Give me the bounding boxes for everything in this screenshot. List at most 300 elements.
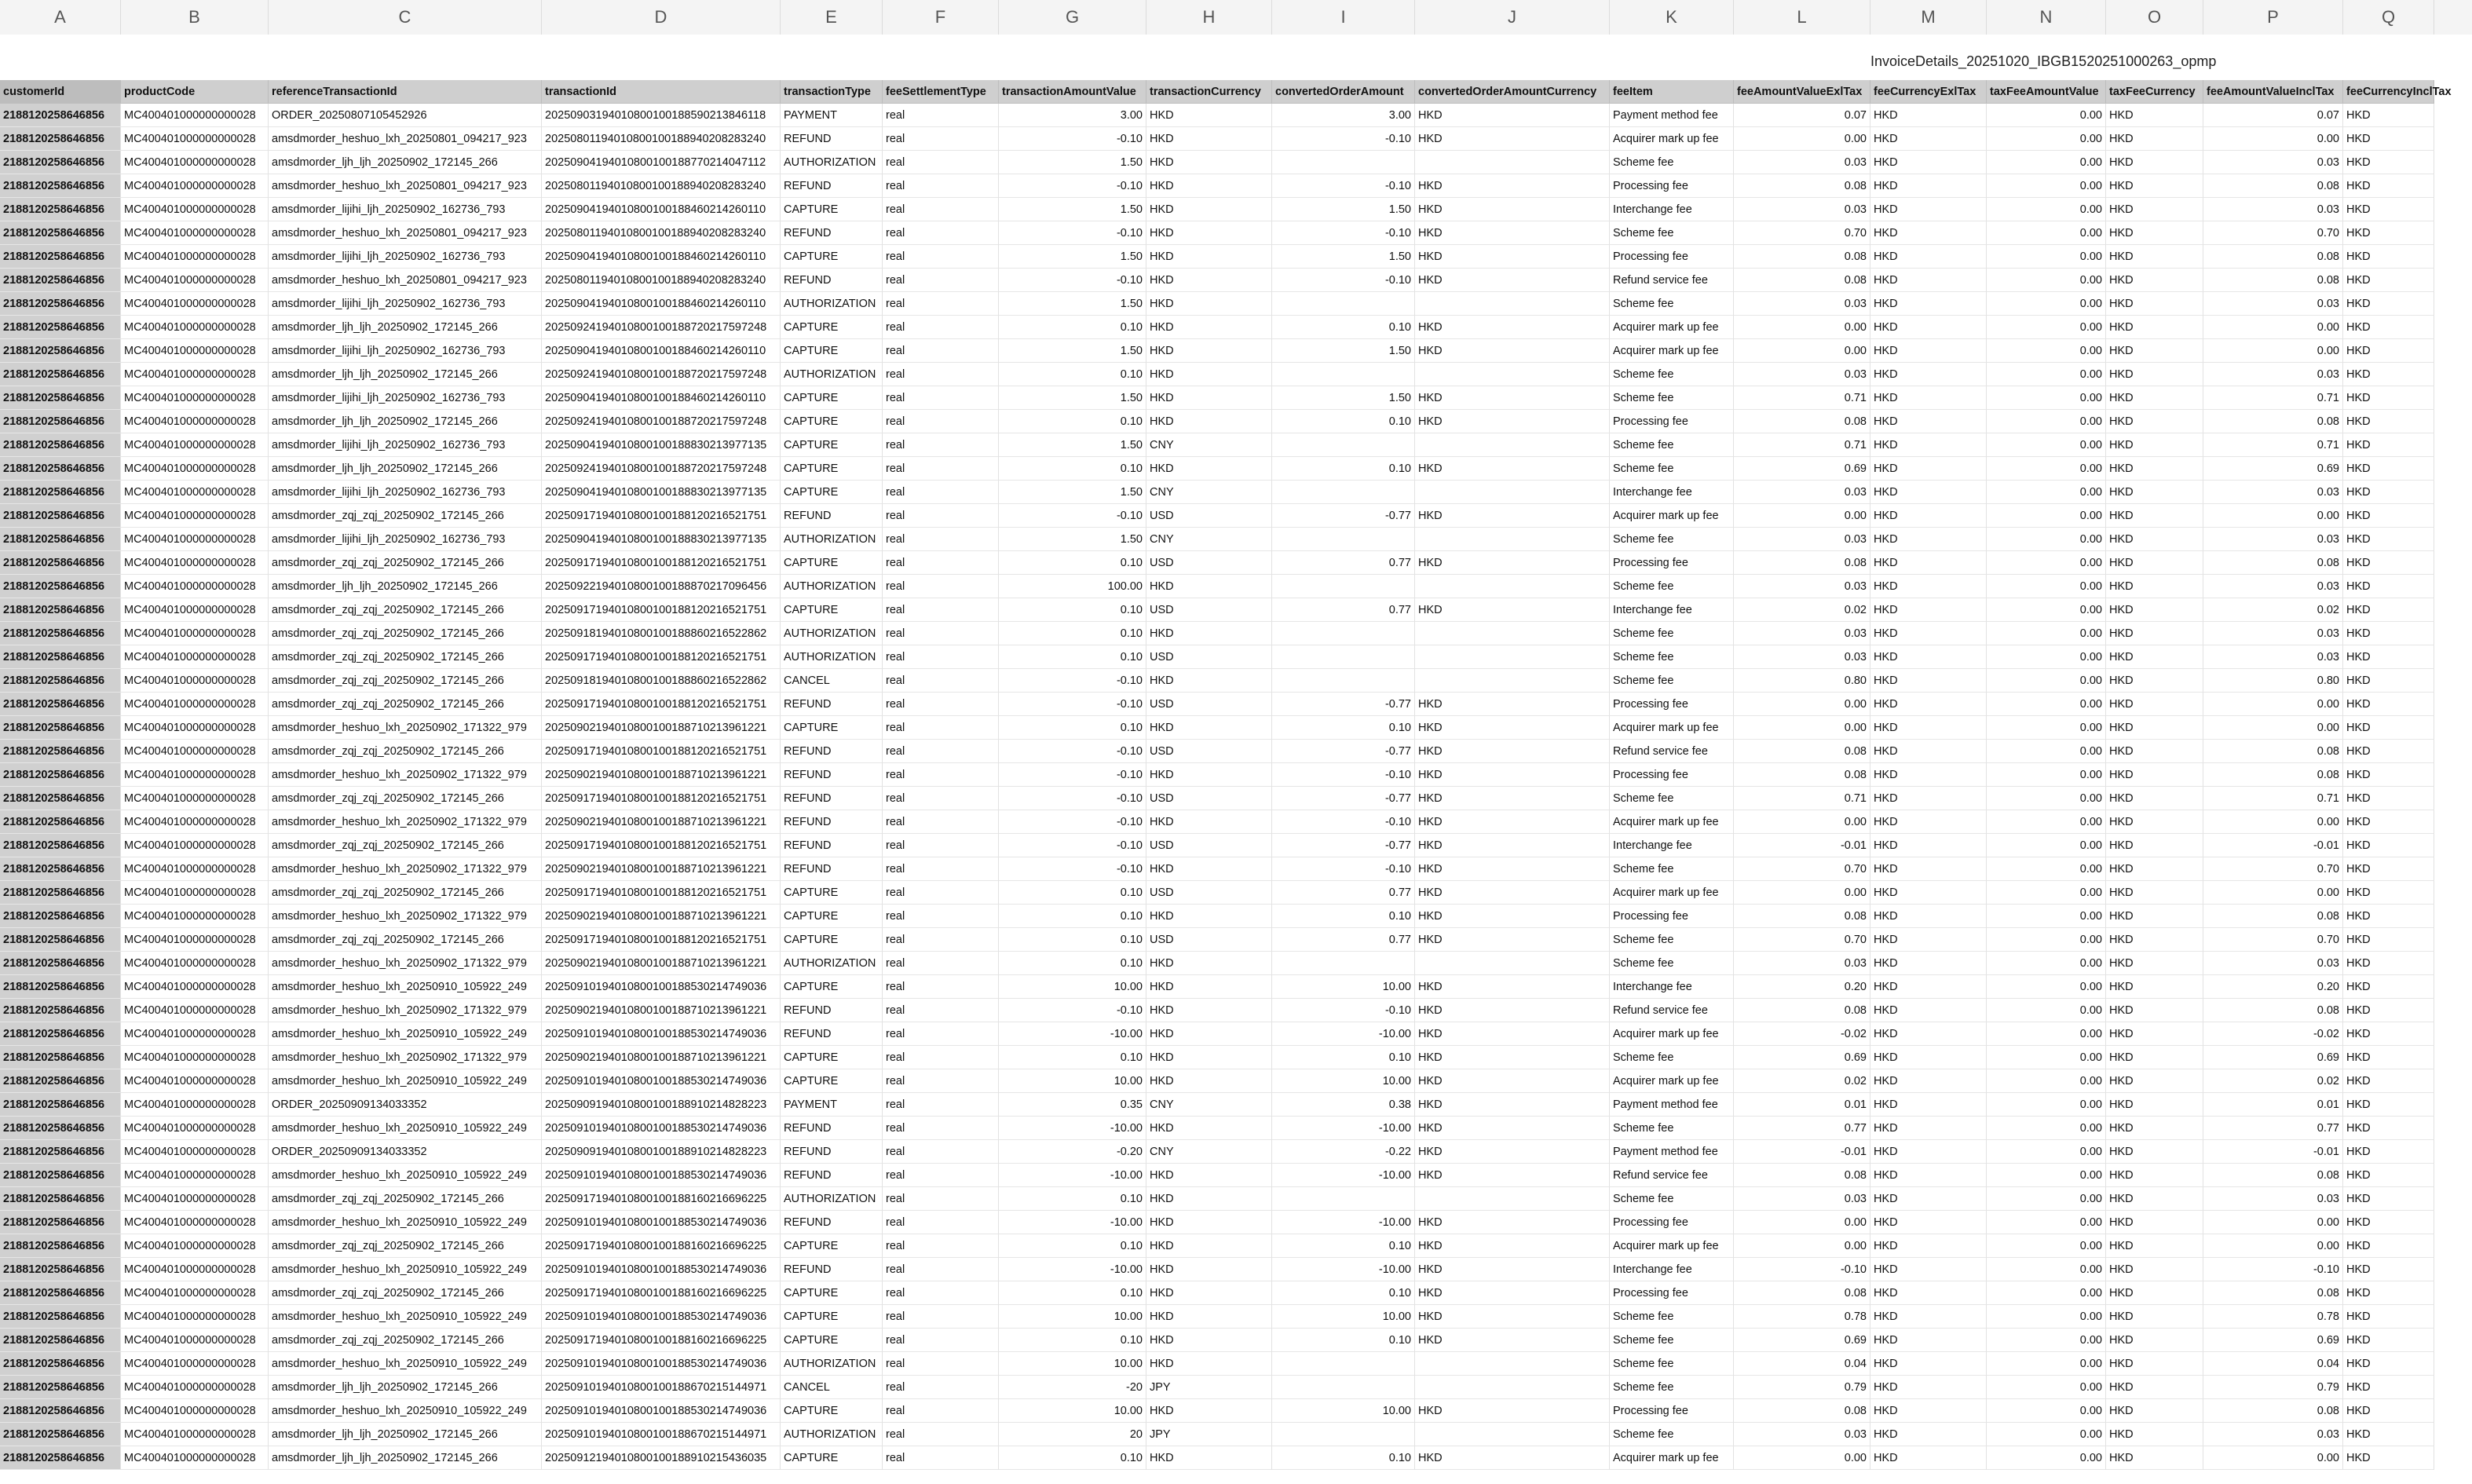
cell-taxFeeAmountValue[interactable]: 0.00	[1987, 127, 2106, 151]
cell-transactionType[interactable]: CAPTURE	[781, 716, 883, 740]
cell-feeSettlementType[interactable]: real	[883, 928, 999, 952]
cell-transactionType[interactable]: CAPTURE	[781, 598, 883, 622]
cell-feeCurrencyExlTax[interactable]: HKD	[1870, 221, 1987, 245]
cell-transactionAmountValue[interactable]: 1.50	[999, 481, 1146, 504]
column-header-taxFeeCurrency[interactable]: taxFeeCurrency	[2106, 80, 2203, 104]
cell-productCode[interactable]: MC400401000000000028	[121, 810, 269, 834]
cell-customerId[interactable]: 2188120258646856	[0, 881, 121, 905]
cell-transactionId[interactable]: 20250904194010800100188830213977135	[542, 481, 781, 504]
cell-transactionCurrency[interactable]: HKD	[1146, 622, 1272, 645]
cell-feeCurrencyExlTax[interactable]: HKD	[1870, 1281, 1987, 1305]
cell-transactionCurrency[interactable]: HKD	[1146, 127, 1272, 151]
cell-transactionAmountValue[interactable]: 0.10	[999, 952, 1146, 975]
cell-convertedOrderAmountCurrency[interactable]	[1415, 622, 1610, 645]
cell-feeAmountValueInclTax[interactable]: 0.08	[2203, 905, 2343, 928]
cell-feeCurrencyInclTax[interactable]: HKD	[2343, 245, 2434, 269]
cell-transactionType[interactable]: CAPTURE	[781, 481, 883, 504]
cell-productCode[interactable]: MC400401000000000028	[121, 787, 269, 810]
cell-taxFeeAmountValue[interactable]: 0.00	[1987, 716, 2106, 740]
cell-convertedOrderAmount[interactable]	[1272, 1352, 1415, 1376]
cell-convertedOrderAmount[interactable]: -0.10	[1272, 763, 1415, 787]
cell-feeAmountValueInclTax[interactable]: 0.03	[2203, 363, 2343, 386]
cell-taxFeeAmountValue[interactable]: 0.00	[1987, 504, 2106, 528]
cell-convertedOrderAmount[interactable]: -0.10	[1272, 221, 1415, 245]
cell-transactionType[interactable]: CAPTURE	[781, 1446, 883, 1470]
cell-transactionId[interactable]: 20250910194010800100188530214749036	[542, 1164, 781, 1187]
cell-productCode[interactable]: MC400401000000000028	[121, 645, 269, 669]
cell-feeCurrencyExlTax[interactable]: HKD	[1870, 1093, 1987, 1117]
cell-transactionCurrency[interactable]: HKD	[1146, 316, 1272, 339]
cell-customerId[interactable]: 2188120258646856	[0, 669, 121, 693]
column-letter-f[interactable]: F	[883, 0, 999, 35]
cell-taxFeeAmountValue[interactable]: 0.00	[1987, 1140, 2106, 1164]
cell-transactionCurrency[interactable]: USD	[1146, 740, 1272, 763]
cell-transactionType[interactable]: AUTHORIZATION	[781, 645, 883, 669]
column-letter-m[interactable]: M	[1870, 0, 1987, 35]
cell-feeCurrencyExlTax[interactable]: HKD	[1870, 1329, 1987, 1352]
column-letter-n[interactable]: N	[1987, 0, 2106, 35]
cell-productCode[interactable]: MC400401000000000028	[121, 269, 269, 292]
cell-transactionType[interactable]: REFUND	[781, 834, 883, 857]
cell-transactionId[interactable]: 20250917194010800100188120216521751	[542, 928, 781, 952]
cell-taxFeeCurrency[interactable]: HKD	[2106, 693, 2203, 716]
cell-feeAmountValueExlTax[interactable]: 0.08	[1734, 245, 1870, 269]
column-letter-k[interactable]: K	[1610, 0, 1734, 35]
cell-taxFeeCurrency[interactable]: HKD	[2106, 292, 2203, 316]
cell-feeCurrencyInclTax[interactable]: HKD	[2343, 504, 2434, 528]
cell-referenceTransactionId[interactable]: amsdmorder_ljh_ljh_20250902_172145_266	[269, 316, 542, 339]
cell-feeCurrencyInclTax[interactable]: HKD	[2343, 857, 2434, 881]
cell-convertedOrderAmount[interactable]	[1272, 1187, 1415, 1211]
cell-referenceTransactionId[interactable]: amsdmorder_heshuo_lxh_20250902_171322_979	[269, 905, 542, 928]
cell-taxFeeCurrency[interactable]: HKD	[2106, 433, 2203, 457]
cell-feeCurrencyExlTax[interactable]: HKD	[1870, 316, 1987, 339]
cell-feeItem[interactable]: Scheme fee	[1610, 363, 1734, 386]
cell-feeItem[interactable]: Processing fee	[1610, 551, 1734, 575]
cell-feeCurrencyExlTax[interactable]: HKD	[1870, 1258, 1987, 1281]
cell-taxFeeCurrency[interactable]: HKD	[2106, 905, 2203, 928]
cell-taxFeeAmountValue[interactable]: 0.00	[1987, 1046, 2106, 1069]
cell-feeAmountValueExlTax[interactable]: -0.01	[1734, 1140, 1870, 1164]
cell-taxFeeCurrency[interactable]: HKD	[2106, 622, 2203, 645]
cell-transactionCurrency[interactable]: HKD	[1146, 857, 1272, 881]
cell-feeCurrencyInclTax[interactable]: HKD	[2343, 292, 2434, 316]
column-letter-a[interactable]: A	[0, 0, 121, 35]
cell-feeCurrencyInclTax[interactable]: HKD	[2343, 127, 2434, 151]
cell-feeAmountValueInclTax[interactable]: 0.08	[2203, 763, 2343, 787]
cell-transactionId[interactable]: 20250924194010800100188720217597248	[542, 363, 781, 386]
cell-transactionCurrency[interactable]: JPY	[1146, 1376, 1272, 1399]
cell-transactionAmountValue[interactable]: 1.50	[999, 433, 1146, 457]
cell-feeItem[interactable]: Refund service fee	[1610, 740, 1734, 763]
cell-transactionId[interactable]: 20250902194010800100188710213961221	[542, 763, 781, 787]
cell-feeCurrencyInclTax[interactable]: HKD	[2343, 1305, 2434, 1329]
cell-transactionCurrency[interactable]: HKD	[1146, 810, 1272, 834]
cell-transactionAmountValue[interactable]: -0.10	[999, 834, 1146, 857]
cell-transactionId[interactable]: 20250910194010800100188530214749036	[542, 975, 781, 999]
cell-feeAmountValueInclTax[interactable]: 0.02	[2203, 1069, 2343, 1093]
cell-feeAmountValueInclTax[interactable]: 0.78	[2203, 1305, 2343, 1329]
cell-feeSettlementType[interactable]: real	[883, 1211, 999, 1234]
cell-feeSettlementType[interactable]: real	[883, 127, 999, 151]
cell-feeAmountValueExlTax[interactable]: 0.03	[1734, 363, 1870, 386]
cell-transactionAmountValue[interactable]: -0.10	[999, 693, 1146, 716]
cell-customerId[interactable]: 2188120258646856	[0, 740, 121, 763]
cell-referenceTransactionId[interactable]: amsdmorder_ljh_ljh_20250902_172145_266	[269, 457, 542, 481]
cell-productCode[interactable]: MC400401000000000028	[121, 1187, 269, 1211]
cell-feeAmountValueInclTax[interactable]: 0.04	[2203, 1352, 2343, 1376]
cell-transactionCurrency[interactable]: USD	[1146, 645, 1272, 669]
cell-taxFeeAmountValue[interactable]: 0.00	[1987, 740, 2106, 763]
cell-feeAmountValueInclTax[interactable]: 0.08	[2203, 740, 2343, 763]
cell-taxFeeAmountValue[interactable]: 0.00	[1987, 269, 2106, 292]
cell-convertedOrderAmount[interactable]: -0.22	[1272, 1140, 1415, 1164]
cell-convertedOrderAmountCurrency[interactable]: HKD	[1415, 551, 1610, 575]
cell-taxFeeAmountValue[interactable]: 0.00	[1987, 575, 2106, 598]
column-letter-g[interactable]: G	[999, 0, 1146, 35]
cell-taxFeeAmountValue[interactable]: 0.00	[1987, 433, 2106, 457]
cell-productCode[interactable]: MC400401000000000028	[121, 1234, 269, 1258]
cell-feeAmountValueExlTax[interactable]: 0.69	[1734, 457, 1870, 481]
cell-transactionCurrency[interactable]: HKD	[1146, 410, 1272, 433]
cell-transactionType[interactable]: REFUND	[781, 763, 883, 787]
cell-feeCurrencyInclTax[interactable]: HKD	[2343, 269, 2434, 292]
cell-convertedOrderAmountCurrency[interactable]: HKD	[1415, 999, 1610, 1022]
cell-transactionCurrency[interactable]: HKD	[1146, 999, 1272, 1022]
cell-transactionAmountValue[interactable]: -0.10	[999, 740, 1146, 763]
cell-referenceTransactionId[interactable]: amsdmorder_heshuo_lxh_20250902_171322_979	[269, 857, 542, 881]
cell-transactionCurrency[interactable]: CNY	[1146, 1140, 1272, 1164]
cell-productCode[interactable]: MC400401000000000028	[121, 316, 269, 339]
cell-transactionType[interactable]: CAPTURE	[781, 245, 883, 269]
cell-convertedOrderAmount[interactable]	[1272, 622, 1415, 645]
cell-feeItem[interactable]: Acquirer mark up fee	[1610, 810, 1734, 834]
cell-convertedOrderAmount[interactable]: -10.00	[1272, 1164, 1415, 1187]
cell-feeCurrencyExlTax[interactable]: HKD	[1870, 1352, 1987, 1376]
cell-convertedOrderAmountCurrency[interactable]: HKD	[1415, 316, 1610, 339]
cell-feeItem[interactable]: Scheme fee	[1610, 151, 1734, 174]
cell-feeCurrencyExlTax[interactable]: HKD	[1870, 1164, 1987, 1187]
cell-feeItem[interactable]: Scheme fee	[1610, 433, 1734, 457]
cell-customerId[interactable]: 2188120258646856	[0, 1093, 121, 1117]
cell-feeSettlementType[interactable]: real	[883, 975, 999, 999]
cell-productCode[interactable]: MC400401000000000028	[121, 716, 269, 740]
cell-referenceTransactionId[interactable]: amsdmorder_lijihi_ljh_20250902_162736_793	[269, 198, 542, 221]
cell-productCode[interactable]: MC400401000000000028	[121, 1423, 269, 1446]
cell-transactionAmountValue[interactable]: -10.00	[999, 1211, 1146, 1234]
column-header-transactionType[interactable]: transactionType	[781, 80, 883, 104]
cell-transactionId[interactable]: 20250902194010800100188710213961221	[542, 857, 781, 881]
cell-transactionAmountValue[interactable]: 0.10	[999, 457, 1146, 481]
cell-feeCurrencyInclTax[interactable]: HKD	[2343, 622, 2434, 645]
cell-transactionAmountValue[interactable]: 100.00	[999, 575, 1146, 598]
cell-referenceTransactionId[interactable]: amsdmorder_heshuo_lxh_20250902_171322_979	[269, 952, 542, 975]
cell-referenceTransactionId[interactable]: amsdmorder_ljh_ljh_20250902_172145_266	[269, 575, 542, 598]
cell-feeSettlementType[interactable]: real	[883, 716, 999, 740]
cell-taxFeeAmountValue[interactable]: 0.00	[1987, 1329, 2106, 1352]
cell-feeItem[interactable]: Scheme fee	[1610, 1187, 1734, 1211]
cell-feeSettlementType[interactable]: real	[883, 834, 999, 857]
cell-feeAmountValueExlTax[interactable]: 0.00	[1734, 716, 1870, 740]
cell-transactionId[interactable]: 20250917194010800100188120216521751	[542, 881, 781, 905]
cell-feeAmountValueInclTax[interactable]: 0.77	[2203, 1117, 2343, 1140]
cell-feeCurrencyExlTax[interactable]: HKD	[1870, 363, 1987, 386]
cell-feeAmountValueInclTax[interactable]: 0.71	[2203, 386, 2343, 410]
cell-taxFeeCurrency[interactable]: HKD	[2106, 127, 2203, 151]
cell-feeAmountValueInclTax[interactable]: 0.00	[2203, 881, 2343, 905]
cell-convertedOrderAmount[interactable]	[1272, 952, 1415, 975]
cell-taxFeeCurrency[interactable]: HKD	[2106, 1234, 2203, 1258]
cell-taxFeeCurrency[interactable]: HKD	[2106, 528, 2203, 551]
cell-feeItem[interactable]: Scheme fee	[1610, 1305, 1734, 1329]
cell-taxFeeAmountValue[interactable]: 0.00	[1987, 693, 2106, 716]
cell-transactionId[interactable]: 20250917194010800100188160216696225	[542, 1187, 781, 1211]
cell-feeAmountValueInclTax[interactable]: 0.03	[2203, 151, 2343, 174]
cell-taxFeeCurrency[interactable]: HKD	[2106, 810, 2203, 834]
cell-convertedOrderAmountCurrency[interactable]	[1415, 481, 1610, 504]
cell-feeAmountValueExlTax[interactable]: 0.20	[1734, 975, 1870, 999]
cell-feeAmountValueInclTax[interactable]: 0.80	[2203, 669, 2343, 693]
column-letter-c[interactable]: C	[269, 0, 542, 35]
cell-feeCurrencyExlTax[interactable]: HKD	[1870, 127, 1987, 151]
cell-feeItem[interactable]: Scheme fee	[1610, 787, 1734, 810]
cell-taxFeeCurrency[interactable]: HKD	[2106, 481, 2203, 504]
cell-convertedOrderAmountCurrency[interactable]	[1415, 528, 1610, 551]
column-letter-i[interactable]: I	[1272, 0, 1415, 35]
cell-taxFeeCurrency[interactable]: HKD	[2106, 1329, 2203, 1352]
cell-taxFeeCurrency[interactable]: HKD	[2106, 363, 2203, 386]
cell-customerId[interactable]: 2188120258646856	[0, 386, 121, 410]
cell-feeSettlementType[interactable]: real	[883, 669, 999, 693]
cell-customerId[interactable]: 2188120258646856	[0, 551, 121, 575]
cell-feeSettlementType[interactable]: real	[883, 528, 999, 551]
cell-feeCurrencyInclTax[interactable]: HKD	[2343, 1399, 2434, 1423]
cell-feeAmountValueInclTax[interactable]: -0.01	[2203, 1140, 2343, 1164]
cell-feeCurrencyExlTax[interactable]: HKD	[1870, 740, 1987, 763]
column-header-feeCurrencyInclTax[interactable]: feeCurrencyInclTax	[2343, 80, 2434, 104]
cell-referenceTransactionId[interactable]: amsdmorder_heshuo_lxh_20250910_105922_249	[269, 1211, 542, 1234]
cell-feeCurrencyInclTax[interactable]: HKD	[2343, 999, 2434, 1022]
cell-feeSettlementType[interactable]: real	[883, 693, 999, 716]
cell-convertedOrderAmount[interactable]	[1272, 481, 1415, 504]
cell-feeItem[interactable]: Scheme fee	[1610, 292, 1734, 316]
cell-taxFeeCurrency[interactable]: HKD	[2106, 221, 2203, 245]
column-header-productCode[interactable]: productCode	[121, 80, 269, 104]
cell-taxFeeCurrency[interactable]: HKD	[2106, 1423, 2203, 1446]
cell-customerId[interactable]: 2188120258646856	[0, 1211, 121, 1234]
cell-feeAmountValueInclTax[interactable]: 0.00	[2203, 693, 2343, 716]
cell-transactionCurrency[interactable]: HKD	[1146, 1258, 1272, 1281]
column-header-feeItem[interactable]: feeItem	[1610, 80, 1734, 104]
cell-taxFeeAmountValue[interactable]: 0.00	[1987, 975, 2106, 999]
cell-transactionCurrency[interactable]: USD	[1146, 928, 1272, 952]
cell-productCode[interactable]: MC400401000000000028	[121, 999, 269, 1022]
cell-customerId[interactable]: 2188120258646856	[0, 245, 121, 269]
cell-feeCurrencyExlTax[interactable]: HKD	[1870, 433, 1987, 457]
cell-feeCurrencyExlTax[interactable]: HKD	[1870, 174, 1987, 198]
cell-productCode[interactable]: MC400401000000000028	[121, 457, 269, 481]
cell-customerId[interactable]: 2188120258646856	[0, 622, 121, 645]
cell-feeSettlementType[interactable]: real	[883, 433, 999, 457]
cell-feeCurrencyInclTax[interactable]: HKD	[2343, 693, 2434, 716]
cell-transactionCurrency[interactable]: HKD	[1146, 716, 1272, 740]
cell-productCode[interactable]: MC400401000000000028	[121, 127, 269, 151]
cell-transactionAmountValue[interactable]: 1.50	[999, 292, 1146, 316]
cell-referenceTransactionId[interactable]: amsdmorder_heshuo_lxh_20250902_171322_979	[269, 810, 542, 834]
cell-convertedOrderAmountCurrency[interactable]: HKD	[1415, 1069, 1610, 1093]
cell-feeCurrencyExlTax[interactable]: HKD	[1870, 1234, 1987, 1258]
cell-referenceTransactionId[interactable]: amsdmorder_zqj_zqj_20250902_172145_266	[269, 881, 542, 905]
cell-taxFeeCurrency[interactable]: HKD	[2106, 881, 2203, 905]
cell-feeAmountValueInclTax[interactable]: 0.08	[2203, 551, 2343, 575]
cell-convertedOrderAmountCurrency[interactable]: HKD	[1415, 1329, 1610, 1352]
cell-taxFeeAmountValue[interactable]: 0.00	[1987, 1187, 2106, 1211]
cell-feeSettlementType[interactable]: real	[883, 245, 999, 269]
cell-customerId[interactable]: 2188120258646856	[0, 1046, 121, 1069]
cell-convertedOrderAmountCurrency[interactable]: HKD	[1415, 834, 1610, 857]
cell-customerId[interactable]: 2188120258646856	[0, 127, 121, 151]
column-header-transactionCurrency[interactable]: transactionCurrency	[1146, 80, 1272, 104]
cell-convertedOrderAmount[interactable]: 0.10	[1272, 316, 1415, 339]
cell-taxFeeCurrency[interactable]: HKD	[2106, 952, 2203, 975]
cell-referenceTransactionId[interactable]: amsdmorder_heshuo_lxh_20250801_094217_923	[269, 174, 542, 198]
cell-feeCurrencyExlTax[interactable]: HKD	[1870, 645, 1987, 669]
cell-transactionAmountValue[interactable]: -0.10	[999, 221, 1146, 245]
cell-taxFeeAmountValue[interactable]: 0.00	[1987, 528, 2106, 551]
cell-convertedOrderAmount[interactable]	[1272, 292, 1415, 316]
cell-transactionType[interactable]: REFUND	[781, 999, 883, 1022]
cell-taxFeeAmountValue[interactable]: 0.00	[1987, 810, 2106, 834]
cell-transactionAmountValue[interactable]: 0.10	[999, 1234, 1146, 1258]
cell-feeCurrencyInclTax[interactable]: HKD	[2343, 481, 2434, 504]
cell-convertedOrderAmount[interactable]: 1.50	[1272, 198, 1415, 221]
cell-feeAmountValueInclTax[interactable]: 0.00	[2203, 504, 2343, 528]
cell-transactionId[interactable]: 20250904194010800100188830213977135	[542, 433, 781, 457]
cell-customerId[interactable]: 2188120258646856	[0, 1376, 121, 1399]
cell-taxFeeAmountValue[interactable]: 0.00	[1987, 1281, 2106, 1305]
cell-convertedOrderAmountCurrency[interactable]	[1415, 1423, 1610, 1446]
cell-feeCurrencyExlTax[interactable]: HKD	[1870, 1376, 1987, 1399]
cell-transactionType[interactable]: CAPTURE	[781, 1234, 883, 1258]
cell-referenceTransactionId[interactable]: amsdmorder_heshuo_lxh_20250902_171322_979	[269, 999, 542, 1022]
cell-convertedOrderAmount[interactable]: 10.00	[1272, 1069, 1415, 1093]
cell-customerId[interactable]: 2188120258646856	[0, 928, 121, 952]
cell-productCode[interactable]: MC400401000000000028	[121, 905, 269, 928]
cell-transactionAmountValue[interactable]: 1.50	[999, 386, 1146, 410]
cell-feeCurrencyInclTax[interactable]: HKD	[2343, 1258, 2434, 1281]
cell-taxFeeAmountValue[interactable]: 0.00	[1987, 1258, 2106, 1281]
cell-convertedOrderAmountCurrency[interactable]: HKD	[1415, 905, 1610, 928]
cell-feeAmountValueExlTax[interactable]: 0.08	[1734, 269, 1870, 292]
cell-convertedOrderAmount[interactable]: -10.00	[1272, 1258, 1415, 1281]
cell-taxFeeAmountValue[interactable]: 0.00	[1987, 316, 2106, 339]
cell-convertedOrderAmount[interactable]: 10.00	[1272, 1399, 1415, 1423]
cell-feeSettlementType[interactable]: real	[883, 622, 999, 645]
cell-feeItem[interactable]: Scheme fee	[1610, 952, 1734, 975]
cell-transactionId[interactable]: 20250910194010800100188530214749036	[542, 1022, 781, 1046]
cell-convertedOrderAmountCurrency[interactable]: HKD	[1415, 857, 1610, 881]
cell-feeItem[interactable]: Acquirer mark up fee	[1610, 339, 1734, 363]
cell-referenceTransactionId[interactable]: amsdmorder_zqj_zqj_20250902_172145_266	[269, 598, 542, 622]
cell-taxFeeCurrency[interactable]: HKD	[2106, 716, 2203, 740]
cell-feeAmountValueInclTax[interactable]: 0.01	[2203, 1093, 2343, 1117]
cell-feeAmountValueExlTax[interactable]: 0.08	[1734, 905, 1870, 928]
cell-referenceTransactionId[interactable]: amsdmorder_lijihi_ljh_20250902_162736_793	[269, 528, 542, 551]
cell-transactionType[interactable]: CAPTURE	[781, 198, 883, 221]
cell-transactionId[interactable]: 20250910194010800100188530214749036	[542, 1352, 781, 1376]
cell-taxFeeCurrency[interactable]: HKD	[2106, 1093, 2203, 1117]
cell-productCode[interactable]: MC400401000000000028	[121, 928, 269, 952]
cell-feeAmountValueExlTax[interactable]: 0.00	[1734, 1446, 1870, 1470]
cell-convertedOrderAmount[interactable]: 0.38	[1272, 1093, 1415, 1117]
cell-transactionType[interactable]: CANCEL	[781, 1376, 883, 1399]
cell-feeItem[interactable]: Scheme fee	[1610, 1376, 1734, 1399]
cell-transactionCurrency[interactable]: CNY	[1146, 1093, 1272, 1117]
cell-convertedOrderAmountCurrency[interactable]: HKD	[1415, 716, 1610, 740]
cell-feeAmountValueInclTax[interactable]: 0.03	[2203, 481, 2343, 504]
cell-convertedOrderAmount[interactable]: -0.10	[1272, 269, 1415, 292]
cell-feeCurrencyInclTax[interactable]: HKD	[2343, 1022, 2434, 1046]
cell-customerId[interactable]: 2188120258646856	[0, 457, 121, 481]
cell-feeCurrencyInclTax[interactable]: HKD	[2343, 151, 2434, 174]
cell-feeItem[interactable]: Scheme fee	[1610, 928, 1734, 952]
cell-feeCurrencyInclTax[interactable]: HKD	[2343, 433, 2434, 457]
cell-feeCurrencyInclTax[interactable]: HKD	[2343, 528, 2434, 551]
column-header-transactionId[interactable]: transactionId	[542, 80, 781, 104]
cell-transactionType[interactable]: AUTHORIZATION	[781, 151, 883, 174]
cell-convertedOrderAmount[interactable]: 1.50	[1272, 386, 1415, 410]
cell-convertedOrderAmount[interactable]: -0.10	[1272, 127, 1415, 151]
cell-transactionCurrency[interactable]: HKD	[1146, 1352, 1272, 1376]
cell-productCode[interactable]: MC400401000000000028	[121, 1376, 269, 1399]
cell-taxFeeCurrency[interactable]: HKD	[2106, 645, 2203, 669]
cell-productCode[interactable]: MC400401000000000028	[121, 386, 269, 410]
cell-feeSettlementType[interactable]: real	[883, 269, 999, 292]
cell-convertedOrderAmount[interactable]: -0.77	[1272, 693, 1415, 716]
cell-feeSettlementType[interactable]: real	[883, 386, 999, 410]
cell-transactionId[interactable]: 20250910194010800100188670215144971	[542, 1376, 781, 1399]
cell-productCode[interactable]: MC400401000000000028	[121, 528, 269, 551]
cell-feeCurrencyInclTax[interactable]: HKD	[2343, 1069, 2434, 1093]
cell-feeAmountValueExlTax[interactable]: -0.10	[1734, 1258, 1870, 1281]
cell-feeAmountValueInclTax[interactable]: -0.01	[2203, 834, 2343, 857]
cell-feeAmountValueExlTax[interactable]: 0.00	[1734, 810, 1870, 834]
column-header-feeAmountValueInclTax[interactable]: feeAmountValueInclTax	[2203, 80, 2343, 104]
cell-convertedOrderAmountCurrency[interactable]: HKD	[1415, 386, 1610, 410]
cell-convertedOrderAmountCurrency[interactable]: HKD	[1415, 198, 1610, 221]
cell-transactionAmountValue[interactable]: 20	[999, 1423, 1146, 1446]
cell-productCode[interactable]: MC400401000000000028	[121, 433, 269, 457]
cell-feeCurrencyInclTax[interactable]: HKD	[2343, 645, 2434, 669]
cell-taxFeeCurrency[interactable]: HKD	[2106, 1446, 2203, 1470]
cell-convertedOrderAmount[interactable]: 1.50	[1272, 339, 1415, 363]
cell-taxFeeCurrency[interactable]: HKD	[2106, 1281, 2203, 1305]
cell-convertedOrderAmountCurrency[interactable]: HKD	[1415, 127, 1610, 151]
cell-customerId[interactable]: 2188120258646856	[0, 151, 121, 174]
cell-convertedOrderAmount[interactable]: -0.77	[1272, 740, 1415, 763]
cell-feeAmountValueExlTax[interactable]: 0.08	[1734, 999, 1870, 1022]
cell-transactionId[interactable]: 20250910194010800100188530214749036	[542, 1117, 781, 1140]
cell-transactionId[interactable]: 20250904194010800100188830213977135	[542, 528, 781, 551]
cell-feeCurrencyExlTax[interactable]: HKD	[1870, 1069, 1987, 1093]
cell-referenceTransactionId[interactable]: amsdmorder_zqj_zqj_20250902_172145_266	[269, 504, 542, 528]
cell-feeSettlementType[interactable]: real	[883, 551, 999, 575]
cell-feeAmountValueExlTax[interactable]: 0.71	[1734, 386, 1870, 410]
cell-transactionId[interactable]: 20250904194010800100188460214260110	[542, 245, 781, 269]
cell-transactionType[interactable]: AUTHORIZATION	[781, 1423, 883, 1446]
cell-feeSettlementType[interactable]: real	[883, 1423, 999, 1446]
cell-transactionType[interactable]: REFUND	[781, 740, 883, 763]
